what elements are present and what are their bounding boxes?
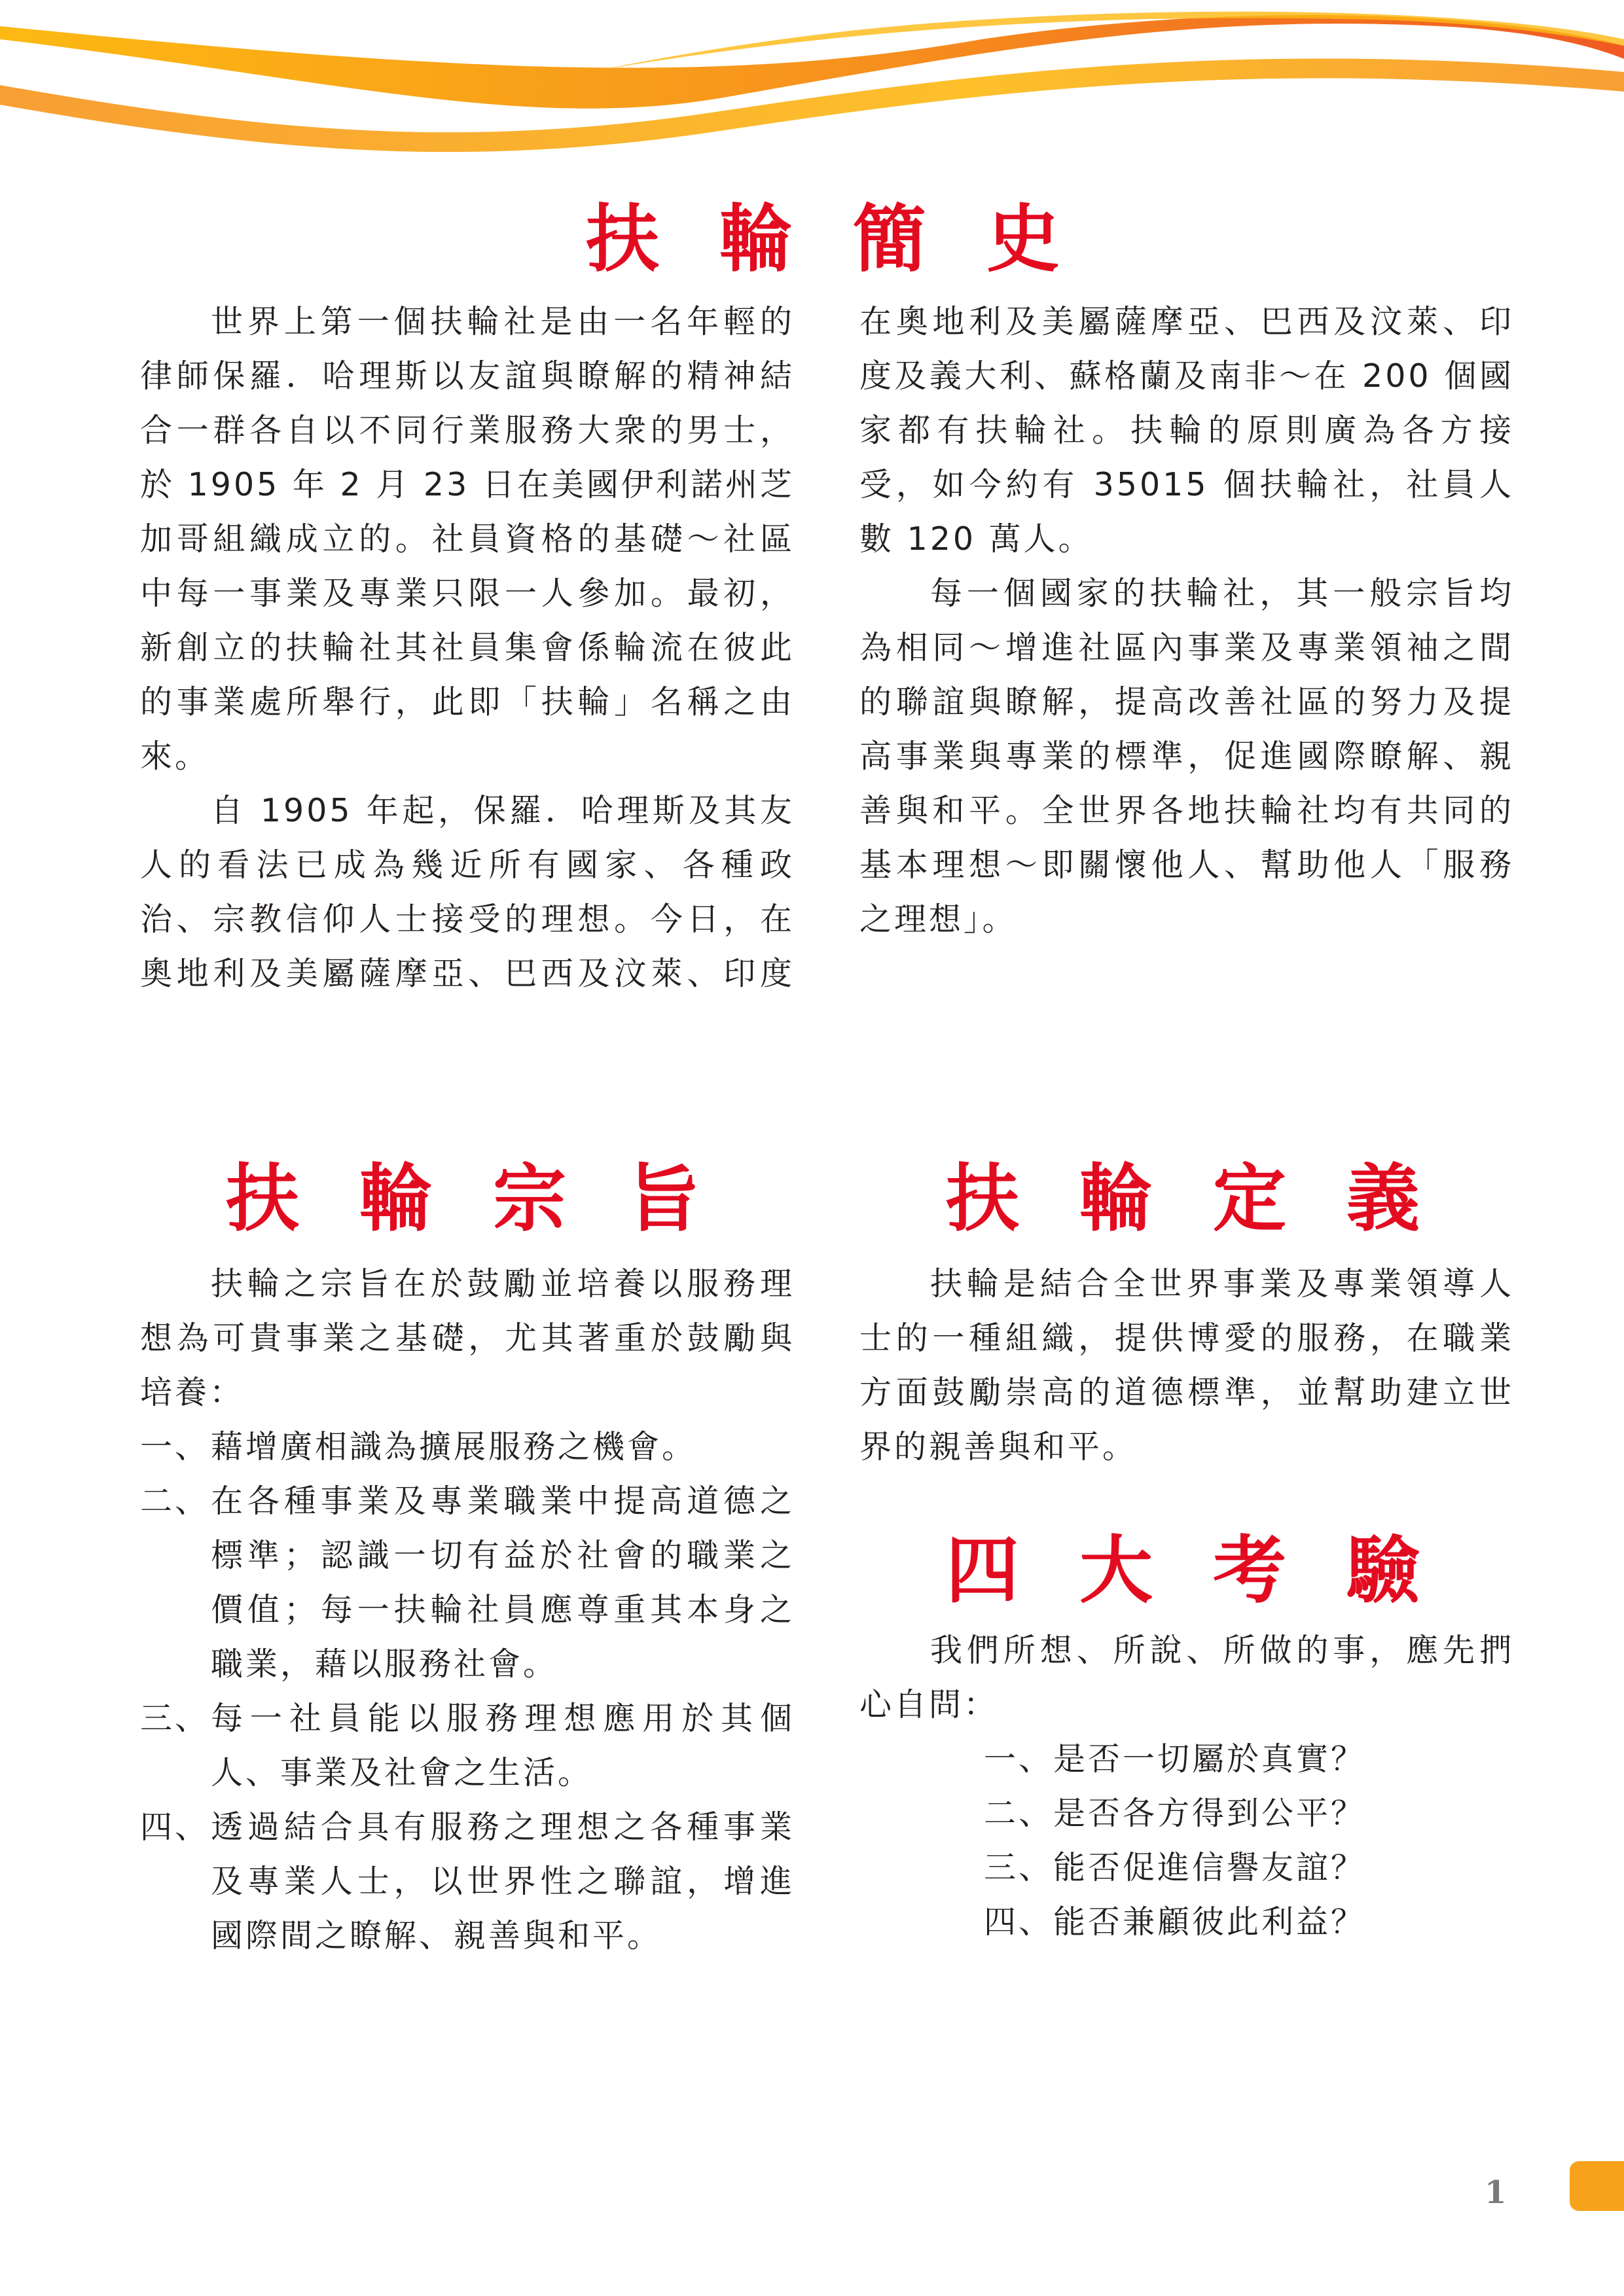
four-way-test-column (859, 1623, 1514, 1949)
object-item-number: 四、 (140, 1808, 210, 1846)
object-item (140, 1800, 795, 1963)
object-item-text: 在各種事業及專業職業中提高道德之標準；認識一切有益於社會的職業之價值；每一扶輪社員應尊重其本身之職業，藉以服務社會。 (211, 1482, 795, 1683)
object-item-text: 每一社員能以服務理想應用於其個人、事業及社會之生活。 (211, 1700, 795, 1791)
object-intro: 扶輪之宗旨在於鼓勵並培養以服務理想為可貴事業之基礎，尤其著重於鼓勵與培養： (140, 1265, 795, 1411)
object-item-text: 藉增廣相識為擴展服務之機會。 (211, 1428, 697, 1465)
history-paragraph-3: 每一個國家的扶輪社，其一般宗旨均為相同～增進社區內事業及專業領袖之間的聯誼與瞭解，提高改善社區的努力及提高事業與專業的標準，促進國際瞭解、親善與和平。全世界各地扶輪社均有共同的基本理想～即關懷他人、幫助他人「服務之理想」。 (859, 575, 1514, 938)
history-column-right (859, 295, 1514, 946)
history-paragraph-2-continued: 在奧地利及美屬薩摩亞、巴西及汶萊、印度及義大利、蘇格蘭及南非～在 200 個國家都有扶輪社。扶輪的原則廣為各方接受，如今約有 35015 個扶輪社，社員人數 120 萬人。 (859, 303, 1514, 558)
four-way-test-question: 二、是否各方得到公平？ (984, 1795, 1366, 1832)
header-wave-decoration (0, 0, 1624, 157)
object-list (140, 1420, 795, 1963)
page-number: 1 (1485, 2174, 1507, 2211)
object-column (140, 1257, 795, 1963)
object-item (140, 1691, 795, 1800)
history-paragraph-1: 世界上第一個扶輪社是由一名年輕的律師保羅．哈理斯以友誼與瞭解的精神結合一群各自以不同行業服務大衆的男士，於 1905 年 2 月 23 日在美國伊利諾州芝加哥組織成立的。社員資格的基礎～社區中每一事業及專業只限一人參加。最初，新創立的扶輪社其社員集會係輪流在彼此的事業處所舉行，此即「扶輪」名稱之由來。 (140, 303, 795, 775)
definition-column (859, 1257, 1514, 1474)
four-way-test-question: 一、是否一切屬於真實？ (984, 1740, 1366, 1778)
definition-title: 扶輪定義 (946, 1157, 1480, 1242)
four-way-test-question: 四、能否兼顧彼此利益？ (984, 1903, 1366, 1941)
four-way-test-intro: 我們所想、所說、所做的事，應先捫心自問： (859, 1632, 1514, 1723)
object-item-number: 二、 (140, 1482, 210, 1520)
object-item-text: 透過結合具有服務之理想之各種事業及專業人士，以世界性之聯誼，增進國際間之瞭解、親善與和平。 (211, 1808, 795, 1954)
object-item (140, 1420, 795, 1474)
object-title: 扶輪宗旨 (226, 1157, 760, 1242)
object-item-number: 三、 (140, 1700, 210, 1737)
four-way-test-question: 三、能否促進信譽友誼？ (984, 1849, 1366, 1886)
history-column-left (140, 295, 795, 1001)
definition-text: 扶輪是結合全世界事業及專業領導人士的一種組織，提供博愛的服務，在職業方面鼓勵崇高的道德標準，並幫助建立世界的親善與和平。 (859, 1265, 1514, 1465)
history-paragraph-2: 自 1905 年起，保羅．哈理斯及其友人的看法已成為幾近所有國家、各種政治、宗教信仰人士接受的理想。今日，在奧地利及美屬薩摩亞、巴西及汶萊、印度 (140, 792, 795, 992)
four-way-test-questions (859, 1732, 1514, 1949)
four-way-test-title: 四大考驗 (946, 1528, 1480, 1613)
object-item-number: 一、 (140, 1428, 210, 1465)
history-title: 扶輪簡史 (586, 197, 1120, 282)
page-tab-decoration (1570, 2161, 1624, 2211)
object-item (140, 1474, 795, 1691)
